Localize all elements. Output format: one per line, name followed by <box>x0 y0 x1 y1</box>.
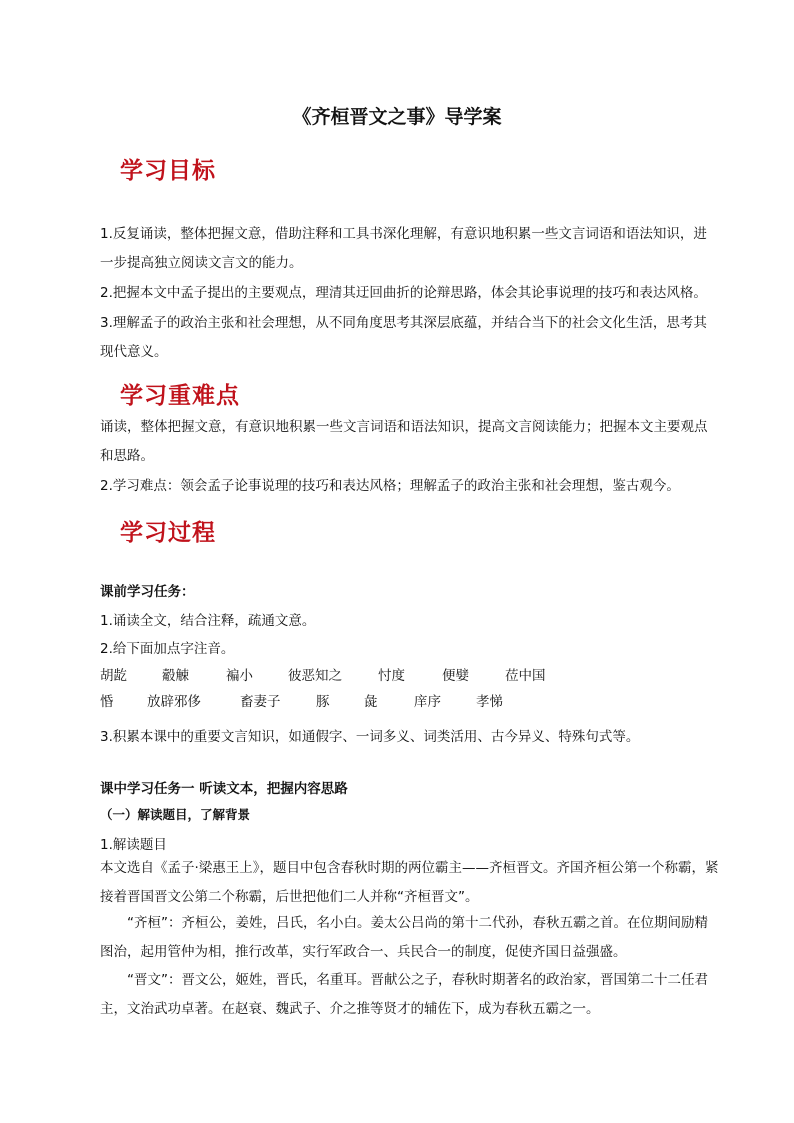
in-task-para-3: “晋文”：晋文公，姬姓，晋氏，名重耳。晋献公之子，春秋时期著名的政治家，晋国第二十二任君主，文治武功卓著。在赵衰、魏武子、介之推等贤才的辅佐下，成为春秋五霸之一。 <box>100 972 708 1017</box>
word-item: 畜妻子 <box>240 694 281 710</box>
pre-task-item-2: 2.给下面加点字注音。 <box>100 641 235 657</box>
word-item: 彘 <box>364 694 378 710</box>
word-item: 豚 <box>316 694 330 710</box>
goal-3: 3.理解孟子的政治主张和社会理想，从不同角度思考其深层底蕴，并结合当下的社会文化生活，思考其现代意义。 <box>100 315 707 360</box>
word-item: 觳觫 <box>162 668 189 684</box>
keypoint-1: 诵读，整体把握文意，有意识地积累一些文言词语和语法知识，提高文言阅读能力；把握本文主要观点和思路。 <box>100 419 708 464</box>
word-item: 放辟邪侈 <box>147 694 201 710</box>
word-item: 莅中国 <box>505 668 546 684</box>
in-task-para-1: 本文选自《孟子·梁惠王上》，题目中包含春秋时期的两位霸主——齐桓晋文。齐国齐桓公第一个称霸，紧接着晋国晋文公第二个称霸，后世把他们二人并称“齐桓晋文”。 <box>100 860 719 905</box>
section-heading-goals: 学习目标 <box>120 157 216 184</box>
in-task-para-2: “齐桓”：齐桓公，姜姓，吕氏，名小白。姜太公吕尚的第十二代孙，春秋五霸之首。在位期间励精图治，起用管仲为相，推行改革，实行军政合一、兵民合一的制度，促使齐国日益强盛。 <box>100 915 708 960</box>
keypoint-2: 2.学习难点：领会孟子论事说理的技巧和表达风格；理解孟子的政治主张和社会理想，鉴古观今。 <box>100 478 680 494</box>
section-heading-keypoints: 学习重难点 <box>120 382 240 409</box>
goal-1: 1.反复诵读，整体把握文意，借助注释和工具书深化理解，有意识地积累一些文言词语和语法知识，进一步提高独立阅读文言文的能力。 <box>100 226 707 271</box>
page-title: 《齐桓晋文之事》导学案 <box>292 106 502 128</box>
pre-task-item-3: 3.积累本课中的重要文言知识，如通假字、一词多义、词类活用、古今异义、特殊句式等。 <box>100 729 640 745</box>
word-item: 忖度 <box>378 668 405 684</box>
goal-2: 2.把握本文中孟子提出的主要观点，理清其迂回曲折的论辩思路，体会其论事说理的技巧和表达风格。 <box>100 285 707 301</box>
word-item: 庠序 <box>414 694 441 710</box>
pre-task-label: 课前学习任务： <box>100 584 195 600</box>
word-item: 褊小 <box>226 668 253 684</box>
in-task-item-1: 1.解读题目 <box>100 837 167 853</box>
word-item: 惛 <box>100 694 114 710</box>
word-item: 便嬖 <box>442 668 469 684</box>
pre-task-item-1: 1.诵读全文，结合注释，疏通文意。 <box>100 613 316 629</box>
word-item: 彼恶知之 <box>288 668 342 684</box>
in-task-label: 课中学习任务一 听读文本，把握内容思路 <box>100 781 348 797</box>
section-heading-process: 学习过程 <box>120 519 216 546</box>
word-item: 孝悌 <box>476 694 503 710</box>
word-item: 胡龁 <box>100 668 127 684</box>
in-task-subsection: （一）解读题目，了解背景 <box>100 807 251 822</box>
